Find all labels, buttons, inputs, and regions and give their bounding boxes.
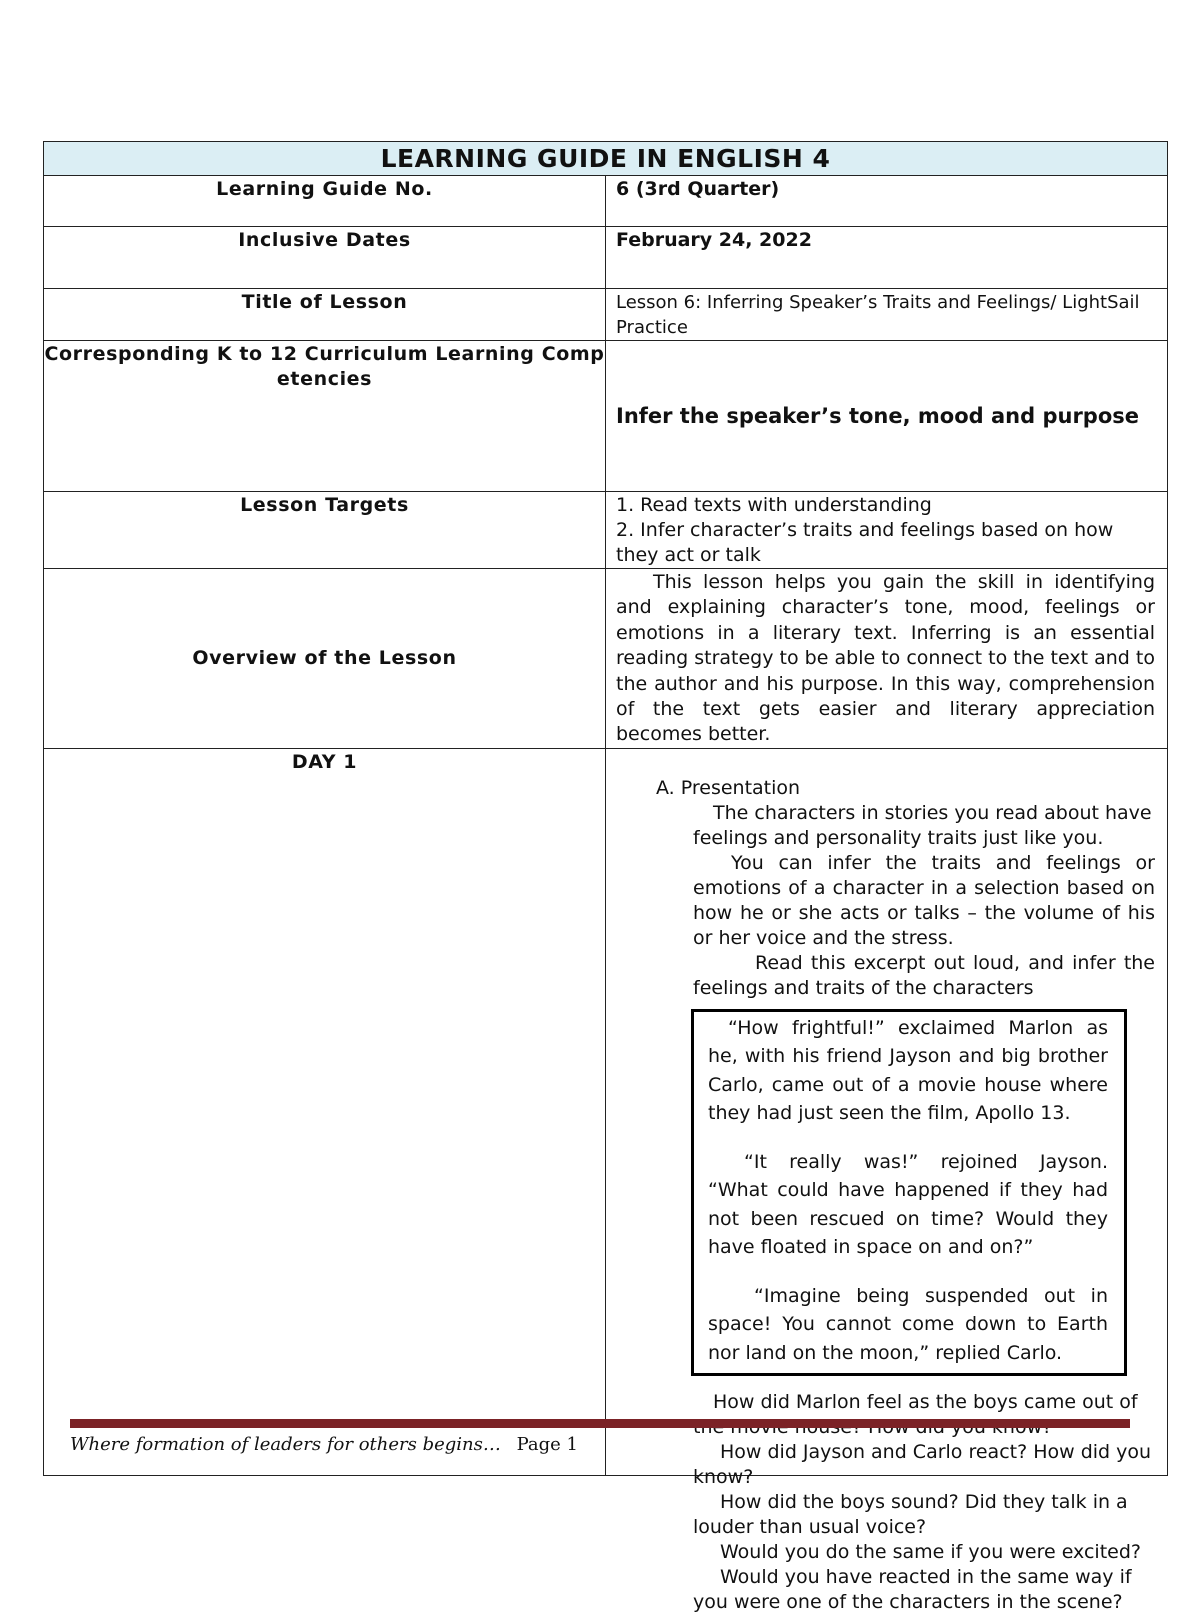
day1-label: DAY 1 — [44, 748, 606, 1475]
lesson-title-label: Title of Lesson — [44, 289, 606, 341]
footer — [70, 1434, 578, 1455]
targets-list — [606, 492, 1168, 569]
targets-label: Lesson Targets — [44, 492, 606, 569]
question-item: Would you have reacted in the same way if you were one of the characters in the scene? — [693, 1566, 1132, 1614]
guide-no-label: Learning Guide No. — [44, 176, 606, 227]
presentation-heading: A. Presentation — [656, 776, 801, 799]
overview-label: Overview of the Lesson — [44, 569, 606, 749]
day1-paragraph: Read this excerpt out loud, and infer the feelings and traits of the characters — [693, 951, 1155, 999]
excerpt-paragraph: “How frightful!” exclaimed Marlon as he, with his friend Jayson and big brother Carlo, came out of a movie house where they had just seen the film, Apollo 13. — [708, 1016, 1108, 1125]
excerpt-paragraph: “Imagine being suspended out in space! You cannot come down to Earth nor land on the moon,” replied Carlo. — [708, 1284, 1108, 1364]
footer-motto: Where formation of leaders for others begins… — [70, 1434, 501, 1455]
question-item: How did the boys sound? Did they talk in a louder than usual voice? — [693, 1491, 1128, 1539]
page-number: Page 1 — [516, 1434, 578, 1455]
question-item: Would you do the same if you were excited? — [720, 1541, 1141, 1564]
footer-bar — [70, 1419, 1130, 1428]
guide-no-value: 6 (3rd Quarter) — [606, 176, 1168, 227]
learning-guide-table — [43, 141, 1168, 1614]
excerpt-paragraph: “It really was!” rejoined Jayson. “What could have happened if they had not been rescued on time? Would they have floated in space on and on?” — [708, 1150, 1108, 1259]
dates-value: February 24, 2022 — [606, 227, 1168, 289]
guide-title: LEARNING GUIDE IN ENGLISH 4 — [44, 142, 1168, 176]
target-item: 1. Read texts with understanding — [616, 494, 932, 516]
question-item: How did Jayson and Carlo react? How did you know? — [693, 1441, 1152, 1489]
target-item: 2. Infer character’s traits and feelings based on how they act or talk — [616, 519, 1114, 566]
day1-paragraph: The characters in stories you read about have feelings and personality traits just like you. — [693, 801, 1152, 849]
lesson-title-value: Lesson 6: Inferring Speaker’s Traits and Feelings/ LightSail Practice — [606, 289, 1168, 341]
day1-paragraph: You can infer the traits and feelings or emotions of a character in a selection based on how he or she acts or talks – the volume of his or her voice and the stress. — [693, 851, 1155, 949]
excerpt-box — [691, 1009, 1127, 1377]
competency-value: Infer the speaker’s tone, mood and purpose — [606, 341, 1168, 492]
competency-label: Corresponding K to 12 Curriculum Learning Competencies — [44, 341, 606, 492]
day1-content — [606, 748, 1168, 1614]
overview-text: This lesson helps you gain the skill in identifying and explaining character’s tone, mood, feelings or emotions in a literary text. Inferring is an essential reading strategy to be able to connect to the text and to the author and his purpose. In this way, comprehension of the text gets easier and literary appreciation becomes better. — [606, 569, 1168, 749]
question-item: How did Marlon feel as the boys came out of — [713, 1391, 1138, 1414]
dates-label: Inclusive Dates — [44, 227, 606, 289]
